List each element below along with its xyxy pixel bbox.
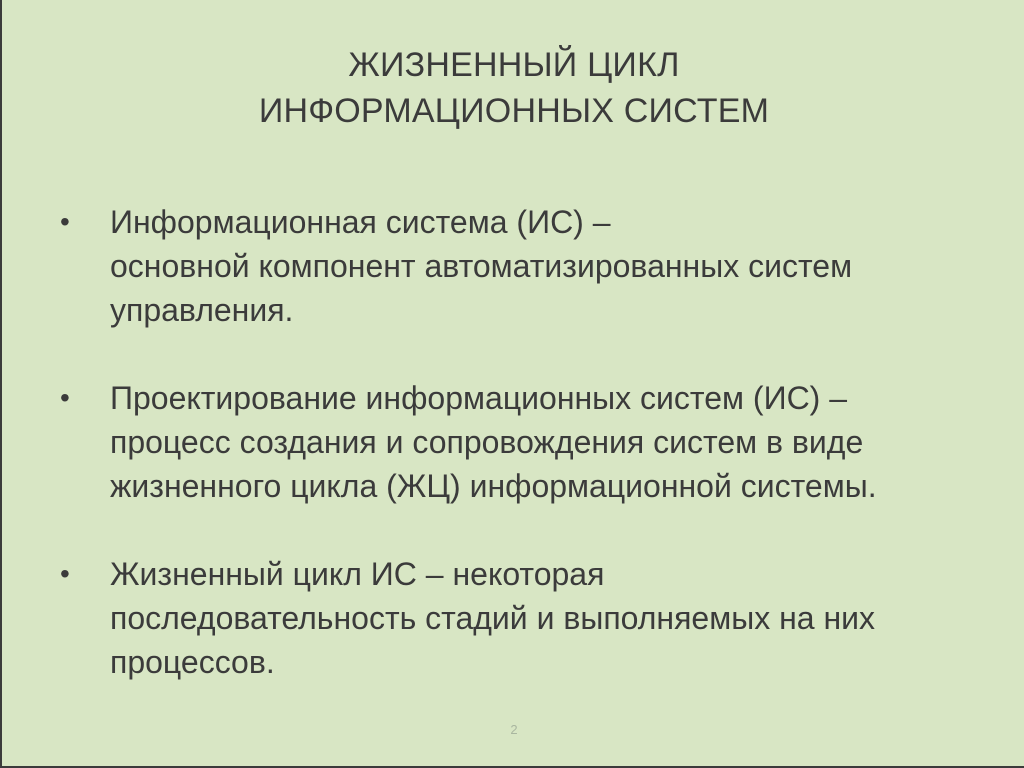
bullet-line: управления. (110, 292, 294, 328)
title-line-1: ЖИЗНЕННЫЙ ЦИКЛ (348, 46, 680, 84)
slide-title (2, 42, 1024, 134)
bullet-item (60, 376, 980, 508)
bullet-item (60, 200, 980, 332)
bullet-line: Жизненный цикл ИС – некоторая (110, 556, 605, 592)
bullet-item (60, 552, 980, 684)
bullet-icon: • (60, 558, 70, 589)
bullet-line: процесс создания и сопровождения систем в виде (110, 424, 864, 460)
bullet-text (110, 552, 980, 684)
bullet-icon: • (60, 382, 70, 413)
bullet-line: процессов. (110, 644, 275, 680)
bullet-line: основной компонент автоматизированных систем (110, 248, 853, 284)
title-line-2: ИНФОРМАЦИОННЫХ СИСТЕМ (258, 92, 770, 130)
bullet-icon: • (60, 206, 70, 237)
bullet-line: Информационная система (ИС) – (110, 204, 611, 240)
page-number: 2 (510, 722, 518, 737)
bullet-list (60, 200, 980, 684)
bullet-text (110, 376, 980, 508)
bullet-line: последовательность стадий и выполняемых на них (110, 600, 876, 636)
bullet-line: жизненного цикла (ЖЦ) информационной системы. (110, 468, 877, 504)
bullet-text (110, 200, 980, 332)
bullet-line: Проектирование информационных систем (ИС) – (110, 380, 848, 416)
